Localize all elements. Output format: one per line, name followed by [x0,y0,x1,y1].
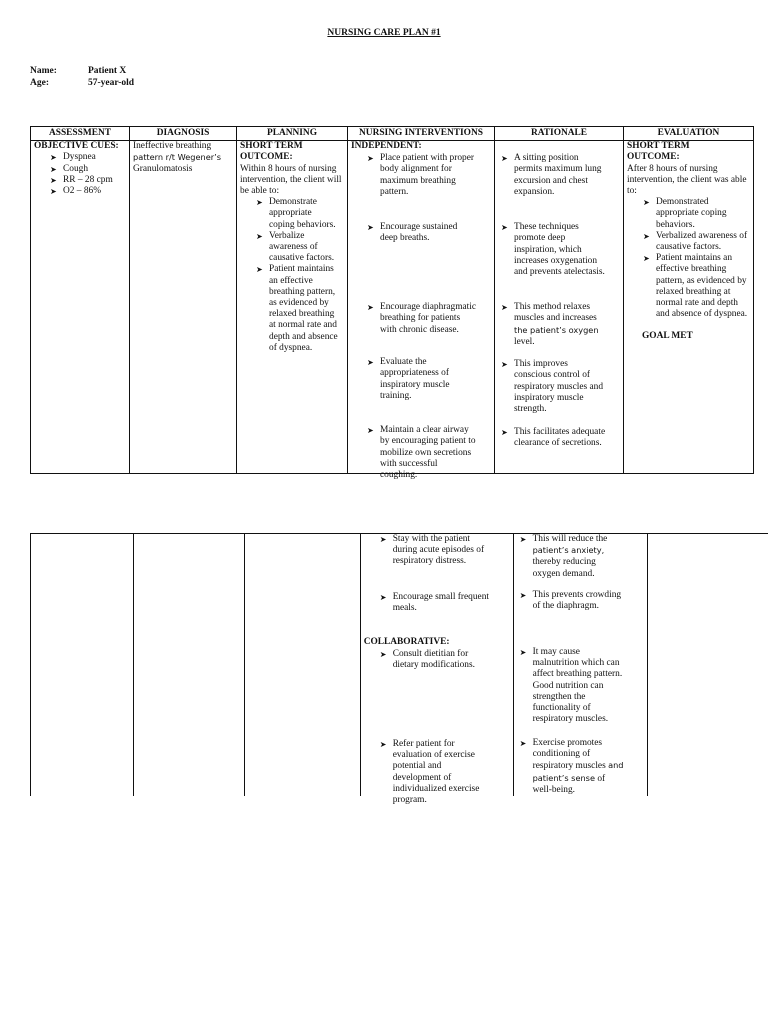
interventions-cell-cont [360,534,513,806]
planning-list [240,197,339,354]
list-item: ➤ Encourage diaphragmatic breathing for patients with chronic disease. [351,302,477,336]
list-item: ➤ Encourage sustained deep breaths. [351,222,477,244]
continuation-row [31,534,768,796]
rationale-tail: of well-being. [532,773,606,795]
list-item: ➤ Evaluate the appropriateness of inspiratory muscle training. [351,357,477,402]
rationale-emphasis: patient’s anxiety, [532,545,605,556]
evaluation-cell-cont [647,534,768,796]
intervention-item-2 [351,222,477,244]
rationale-item-5 [498,427,606,449]
rationale-item-4 [498,359,606,415]
list-item: ➤ Patient maintains an effective breathing pattern, as evidenced by relaxed breathing at normal rate and depth and absence of dyspnea. [627,253,750,320]
collaborative-heading: COLLABORATIVE: [363,637,450,647]
header-diagnosis: DIAGNOSIS [130,127,237,141]
intervention-item-7 [364,592,490,614]
intervention-item-5 [351,425,477,481]
planning-intro: Within 8 hours of nursing intervention, the client will be able to: [240,163,342,197]
list-item: ➤ A sitting position permits maximum lung excursion and chest expansion. [498,153,606,198]
interventions-cell [348,141,495,481]
rationale-text: This will reduce the [532,534,608,544]
diagnosis-line-3: Granulomatosis [133,163,193,174]
rationale-item-7 [517,590,625,612]
patient-name-row [30,66,126,77]
rationale-item-2 [498,222,606,278]
assessment-cell [31,141,130,474]
list-item: ➤ It may cause malnutrition which can affect breathing pattern. Good nutrition can strengthen the functionality of respiratory muscles. [517,647,625,725]
planning-cell [237,141,348,474]
rationale-item-9 [517,738,625,796]
list-item: ➤ Cough [34,164,126,175]
list-item: ➤ Demonstrate appropriate coping behaviors. [240,197,339,231]
rationale-item-3 [498,302,606,348]
list-item: ➤ Place patient with proper body alignment for maximum breathing pattern. [351,153,477,198]
goal-met-label: GOAL MET [642,331,693,342]
age-value: 57-year-old [88,78,135,88]
rationale-cell-cont [513,534,647,796]
intervention-item-8 [364,649,490,671]
intervention-item-3 [351,302,477,336]
list-item: ➤ Encourage small frequent meals. [364,592,490,614]
list-item: ➤ Verbalize awareness of causative factors. [240,231,339,265]
rationale-emphasis: and patient’s sense [532,760,624,783]
rationale-item-6 [517,534,625,580]
assessment-cell-cont [31,534,134,796]
name-label: Name: [30,66,57,76]
independent-heading: INDEPENDENT: [351,141,422,152]
list-item [517,534,625,580]
list-item: ➤ Demonstrated appropriate coping behaviors. [627,197,750,231]
list-item [498,302,606,348]
list-item: ➤ RR – 28 cpm [34,175,126,186]
planning-cell-cont [245,534,360,796]
rationale-text: Exercise promotes conditioning of respiratory muscles [532,738,606,772]
rationale-text: This method relaxes muscles and increases [514,302,597,324]
rationale-tail: thereby reducing oxygen demand. [532,557,596,579]
rationale-item-8 [517,647,625,725]
list-item: ➤ Patient maintains an effective breathing pattern, as evidenced by relaxed breathing at normal rate and depth and absence of dyspnea. [240,264,339,354]
list-item: ➤ Maintain a clear airway by encouraging patient to mobilize own secretions with successful coughing. [351,425,477,481]
list-item: ➤ This improves conscious control of respiratory muscles and inspiratory muscle strength. [498,359,606,415]
age-label: Age: [30,78,49,88]
list-item [517,738,625,796]
header-evaluation: EVALUATION [624,127,754,141]
intervention-item-1 [351,153,477,198]
name-value: Patient X [88,66,127,76]
list-item: ➤ Refer patient for evaluation of exercise potential and development of individualized exercise program. [364,739,490,806]
list-item: ➤ Dyspnea [34,152,126,163]
evaluation-intro: After 8 hours of nursing intervention, the client was able to: [627,163,747,197]
evaluation-list [627,197,750,320]
list-item: ➤ O2 – 86% [34,186,126,197]
diagnosis-cell [130,141,237,474]
header-assessment: ASSESSMENT [31,127,130,141]
intervention-item-4 [351,357,477,402]
intervention-item-9 [364,739,490,806]
list-item: ➤ Verbalized awareness of causative factors. [627,231,750,253]
planning-heading: SHORT TERM OUTCOME: [240,141,303,163]
objective-cues-list [34,152,126,197]
diagnosis-line-2: pattern r/t Wegener’s [133,152,221,163]
document-title: NURSING CARE PLAN #1 [327,28,441,38]
list-item: ➤ This facilitates adequate clearance of secretions. [498,427,606,449]
content-row [31,141,754,474]
list-item: ➤ These techniques promote deep inspiration, which increases oxygenation and prevents atelectasis. [498,222,606,278]
diagnosis-cell-cont [133,534,244,796]
rationale-tail: level. [514,336,535,347]
diagnosis-line-1: Ineffective breathing [133,141,212,152]
header-rationale: RATIONALE [495,127,624,141]
rationale-emphasis: the patient’s oxygen [514,324,599,335]
rationale-item-1 [498,153,606,198]
care-plan-table-1 [30,126,754,481]
header-interventions: NURSING INTERVENTIONS [348,127,495,141]
intervention-item-6 [364,534,490,568]
evaluation-heading: SHORT TERM OUTCOME: [627,141,690,163]
evaluation-cell [624,141,754,474]
header-row [31,127,754,141]
list-item: ➤ This prevents crowding of the diaphragm. [517,590,625,612]
header-planning: PLANNING [237,127,348,141]
rationale-cell [495,141,624,474]
patient-age-row [30,78,134,89]
care-plan-table-2 [30,533,768,806]
objective-cues-heading: OBJECTIVE CUES: [34,141,119,152]
list-item: ➤ Consult dietitian for dietary modifications. [364,649,490,671]
list-item: ➤ Stay with the patient during acute episodes of respiratory distress. [364,534,490,568]
